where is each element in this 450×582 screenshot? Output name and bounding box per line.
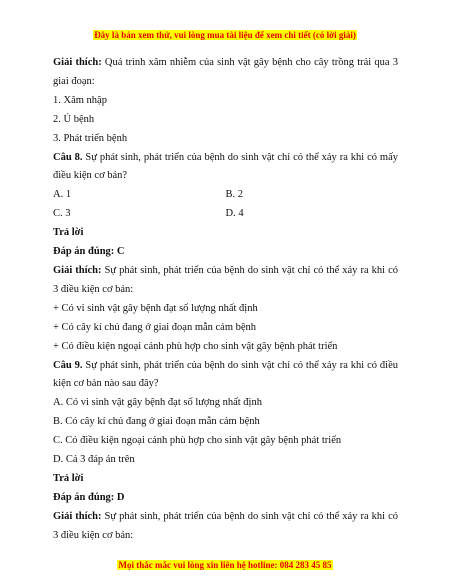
question-9 [53,357,398,395]
hotline-banner [0,555,450,573]
preview-banner [0,25,450,43]
explanation-text: Sự phát sinh, phát triển của bệnh do sinh vật chỉ có thể xảy ra khi có 3 điều kiện cơ bản: [53,510,398,541]
option-c: C. 3 [53,208,71,220]
explanation-paragraph [53,54,398,92]
option-d: D. 4 [225,208,244,220]
explanation-label: Giải thích: [53,510,102,522]
option-d: D. Cả 3 đáp án trên [53,454,135,466]
option-b: B. 2 [225,189,244,201]
hotline-text: Mọi thắc mắc vui lòng xin liên hệ hotline: 084 283 45 85 [118,560,332,570]
option-b: B. Có cây kí chủ đang ở giai đoạn mẫn cảm bệnh [53,416,260,428]
stage-item: 3. Phát triển bệnh [53,132,128,144]
condition-item: + Có cây kí chủ đang ở giai đoạn mẫn cảm bệnh [53,321,257,333]
explanation-label: Giải thích: [53,264,102,276]
explanation-text: Sự phát sinh, phát triển của bệnh do sinh vật chỉ có thể xảy ra khi có 3 điều kiện cơ bản: [53,264,398,295]
question-text: Sự phát sinh, phát triển của bệnh do sinh vật chỉ có thể xảy ra khi có mấy điều kiện cơ bản? [53,151,398,182]
question-text: Sự phát sinh, phát triển của bệnh do sinh vật chỉ có thể xảy ra khi có điều kiện cơ bản nào sau đây? [53,359,398,390]
explanation-paragraph [53,262,398,300]
option-c: C. Có điều kiện ngoại cảnh phù hợp cho sinh vật gây bệnh phát triển [53,435,342,447]
stage-item: 2. Ủ bệnh [53,113,95,125]
explanation-paragraph [53,508,398,546]
correct-answer: Đáp án đúng: D [53,491,125,503]
option-a: A. 1 [53,189,72,201]
condition-item: + Có vi sinh vật gây bệnh đạt số lượng nhất định [53,302,258,314]
preview-banner-text: Đây là bản xem thử, vui lòng mua tài liệu để xem chi tiết (có lời giải) [94,30,356,40]
options-row [53,186,398,205]
option-a: A. Có vi sinh vật gây bệnh đạt số lượng nhất định [53,397,262,409]
document-body [53,54,398,546]
options-row [53,205,398,224]
explanation-label: Giải thích: [53,57,102,68]
correct-answer: Đáp án đúng: C [53,246,125,258]
question-8 [53,149,398,187]
answer-heading: Trả lời [53,472,84,484]
condition-item: + Có điều kiện ngoại cảnh phù hợp cho sinh vật gây bệnh phát triển [53,340,338,352]
question-label: Câu 8. [53,151,83,163]
question-label: Câu 9. [53,359,83,371]
explanation-text: Quá trình xâm nhiễm của sinh vật gây bệnh cho cây trồng trải qua 3 giai đoạn: [53,57,398,87]
answer-heading: Trả lời [53,227,84,239]
stage-item: 1. Xâm nhập [53,94,107,106]
